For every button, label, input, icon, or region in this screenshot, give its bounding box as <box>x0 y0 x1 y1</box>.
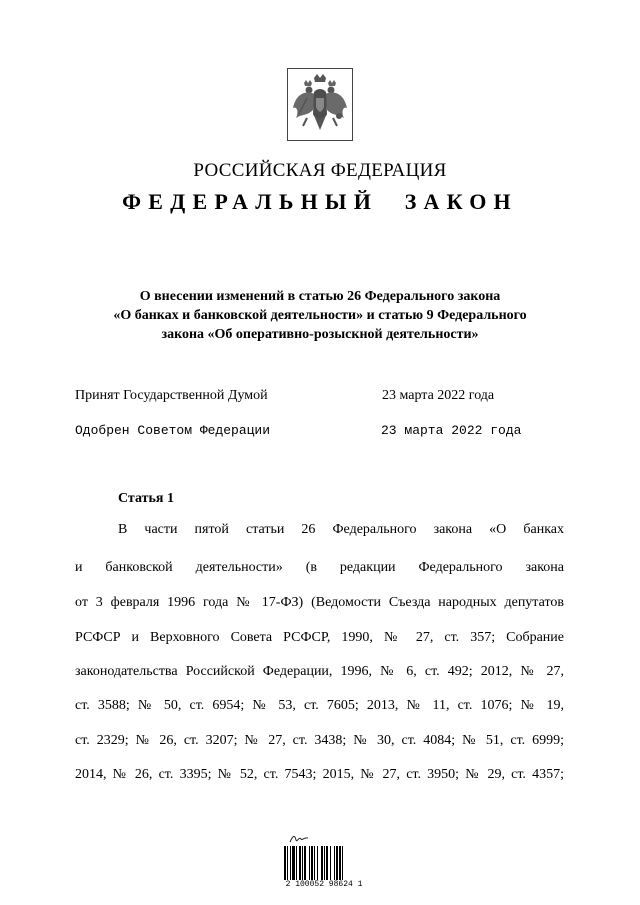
law-title-line: «О банках и банковской деятельности» и статью 9 Федерального <box>113 308 527 323</box>
article-heading: Статья 1 <box>118 491 174 506</box>
article-text-line: ст. 2329; № 26, ст. 3207; № 27, ст. 3438; № 30, ст. 4084; № 51, ст. 6999; <box>75 733 564 748</box>
law-title-line: закона «Об оперативно-розыскной деятельности» <box>161 327 479 342</box>
law-title-line: О внесении изменений в статью 26 Федерального закона <box>139 289 501 304</box>
barcode-icon <box>283 846 363 880</box>
country-name: РОССИЙСКАЯ ФЕДЕРАЦИЯ <box>193 160 447 181</box>
adoption-duma-date: 23 марта 2022 года <box>382 388 495 403</box>
approval-council-label: Одобрен Советом Федерации <box>75 423 271 438</box>
article-text-line: законодательства Российской Федерации, 1996, № 6, ст. 492; 2012, № 27, <box>75 664 564 679</box>
barcode-number: 2 100052 98624 1 <box>285 880 363 889</box>
article-text-line: РСФСР и Верховного Совета РСФСР, 1990, № 27, ст. 357; Собрание <box>75 630 564 645</box>
law-title <box>80 287 560 344</box>
approval-council-date: 23 марта 2022 года <box>381 423 522 438</box>
article-text-line: 2014, № 26, ст. 3395; № 52, ст. 7543; 2015, № 27, ст. 3950; № 29, ст. 4357; <box>75 767 564 782</box>
article-text-line: В части пятой статьи 26 Федерального закона «О банках <box>118 522 564 537</box>
adoption-duma-label: Принят Государственной Думой <box>75 388 268 403</box>
document-type-heading: ФЕДЕРАЛЬНЫЙ ЗАКОН <box>122 189 518 214</box>
state-emblem-icon <box>287 68 353 141</box>
article-text-line: от 3 февраля 1996 года № 17-ФЗ) (Ведомости Съезда народных депутатов <box>75 595 564 610</box>
article-text-line: ст. 3588; № 50, ст. 6954; № 53, ст. 7605; 2013, № 11, ст. 1076; № 19, <box>75 698 564 713</box>
signature-mark-icon <box>289 834 309 844</box>
article-text-line: и банковской деятельности» (в редакции Федерального закона <box>75 560 564 575</box>
document-barcode <box>283 834 363 892</box>
